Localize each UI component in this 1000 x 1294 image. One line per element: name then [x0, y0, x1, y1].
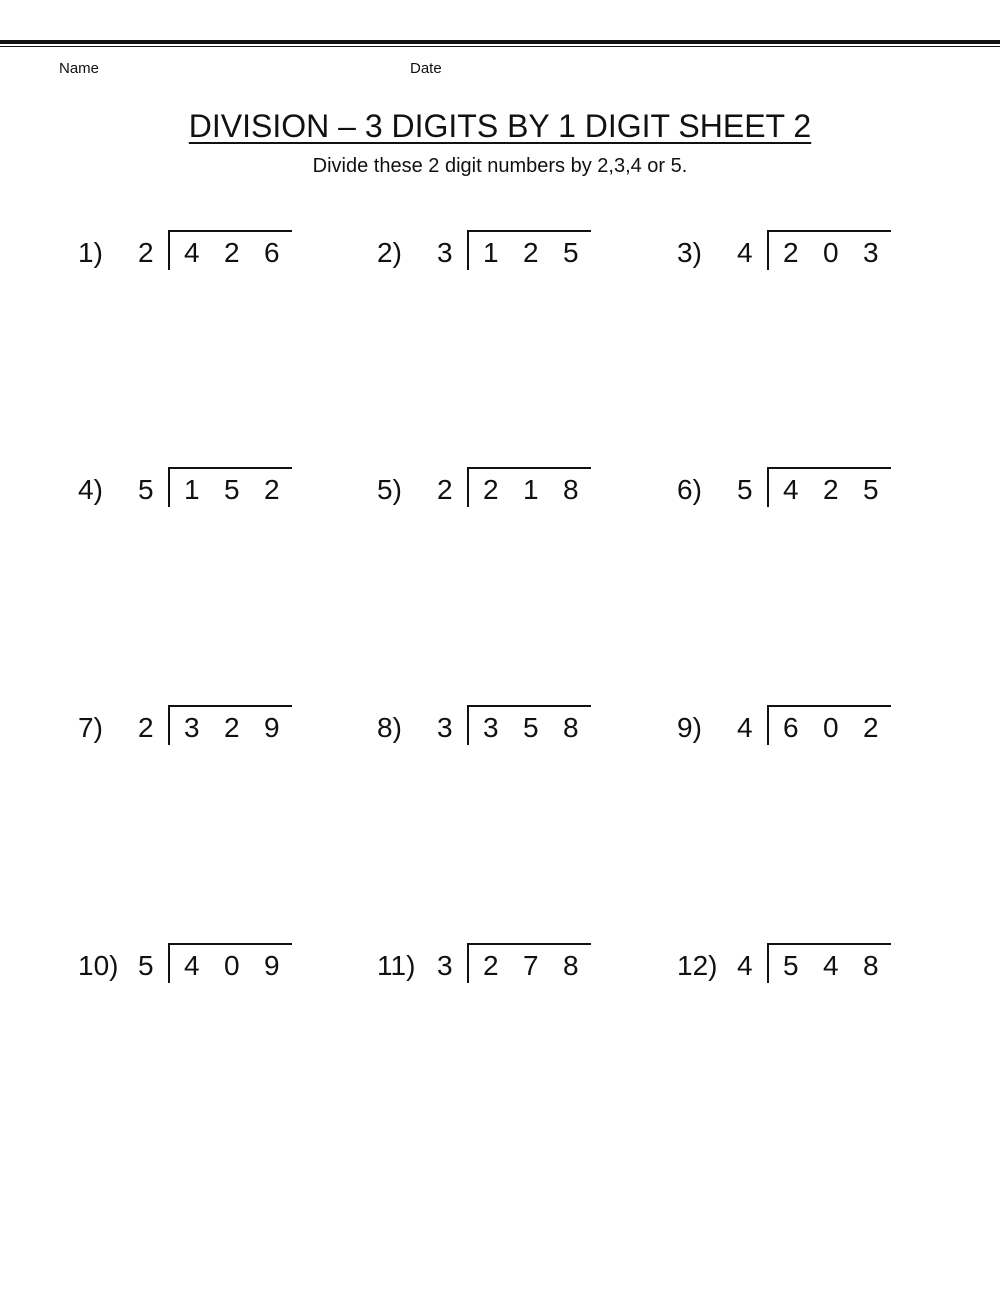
- dividend-digit: 2: [224, 237, 240, 268]
- problem: [377, 230, 617, 278]
- divisor: 3: [437, 237, 453, 268]
- dividend-digit: 2: [483, 474, 499, 505]
- divisor: 5: [138, 474, 154, 505]
- problem: [78, 943, 318, 991]
- divisor: 2: [138, 237, 154, 268]
- dividend-digit: 4: [823, 950, 839, 981]
- divisor: 4: [737, 237, 753, 268]
- divisor: 4: [737, 712, 753, 743]
- dividend: [783, 236, 903, 270]
- dividend-digit: 1: [483, 237, 499, 268]
- dividend-digit: 4: [783, 474, 799, 505]
- dividend-digit: 2: [783, 237, 799, 268]
- dividend-digit: 2: [483, 950, 499, 981]
- problem-number: 3): [677, 237, 702, 268]
- problem: [377, 467, 617, 515]
- problem: [677, 467, 917, 515]
- dividend-digit: 2: [264, 474, 280, 505]
- divisor: 2: [437, 474, 453, 505]
- worksheet-title: DIVISION – 3 DIGITS BY 1 DIGIT SHEET 2: [188, 108, 812, 144]
- problem-number: 6): [677, 474, 702, 505]
- divisor: 5: [737, 474, 753, 505]
- top-rule-thin: [0, 46, 1000, 47]
- dividend-digit: 2: [523, 237, 539, 268]
- problem: [677, 943, 917, 991]
- problem: [377, 705, 617, 753]
- dividend-digit: 2: [823, 474, 839, 505]
- dividend: [184, 711, 304, 745]
- dividend-digit: 3: [184, 712, 200, 743]
- dividend: [483, 236, 603, 270]
- problem-number: 7): [78, 712, 103, 743]
- dividend-digit: 0: [823, 712, 839, 743]
- problem-number: 11): [377, 950, 416, 981]
- divisor: 3: [437, 950, 453, 981]
- date-label: Date: [410, 60, 442, 77]
- dividend-digit: 8: [563, 474, 579, 505]
- problem-number: 4): [78, 474, 103, 505]
- dividend-digit: 5: [783, 950, 799, 981]
- problem: [78, 230, 318, 278]
- problem-number: 9): [677, 712, 702, 743]
- dividend-digit: 8: [563, 712, 579, 743]
- problem: [78, 705, 318, 753]
- dividend-digit: 0: [224, 950, 240, 981]
- top-rule-thick: [0, 40, 1000, 44]
- dividend-digit: 5: [523, 712, 539, 743]
- problem: [677, 230, 917, 278]
- dividend-digit: 1: [523, 474, 539, 505]
- dividend: [184, 949, 304, 983]
- problem: [677, 705, 917, 753]
- divisor: 5: [138, 950, 154, 981]
- dividend-digit: 5: [224, 474, 240, 505]
- divisor: 2: [138, 712, 154, 743]
- divisor: 4: [737, 950, 753, 981]
- dividend-digit: 5: [563, 237, 579, 268]
- dividend-digit: 9: [264, 712, 280, 743]
- problem-number: 12): [677, 950, 718, 981]
- dividend-digit: 4: [184, 237, 200, 268]
- dividend-digit: 7: [523, 950, 539, 981]
- name-label: Name: [59, 60, 100, 77]
- dividend-digit: 1: [184, 474, 200, 505]
- problem-number: 8): [377, 712, 402, 743]
- dividend-digit: 3: [483, 712, 499, 743]
- dividend-digit: 0: [823, 237, 839, 268]
- problem-number: 2): [377, 237, 402, 268]
- dividend-digit: 8: [563, 950, 579, 981]
- dividend-digit: 5: [863, 474, 879, 505]
- dividend: [783, 473, 903, 507]
- dividend-digit: 6: [264, 237, 280, 268]
- dividend: [783, 711, 903, 745]
- dividend: [483, 949, 603, 983]
- dividend: [184, 473, 304, 507]
- dividend-digit: 9: [264, 950, 280, 981]
- dividend: [483, 473, 603, 507]
- problem-number: 10): [78, 950, 119, 981]
- dividend-digit: 8: [863, 950, 879, 981]
- problem-number: 1): [78, 237, 103, 268]
- problem: [377, 943, 617, 991]
- problem: [78, 467, 318, 515]
- dividend: [184, 236, 304, 270]
- dividend-digit: 4: [184, 950, 200, 981]
- dividend-digit: 2: [224, 712, 240, 743]
- dividend-digit: 6: [783, 712, 799, 743]
- problem-number: 5): [377, 474, 402, 505]
- divisor: 3: [437, 712, 453, 743]
- dividend-digit: 3: [863, 237, 879, 268]
- dividend: [483, 711, 603, 745]
- dividend-digit: 2: [863, 712, 879, 743]
- dividend: [783, 949, 903, 983]
- worksheet-instructions: Divide these 2 digit numbers by 2,3,4 or 5.: [312, 155, 688, 177]
